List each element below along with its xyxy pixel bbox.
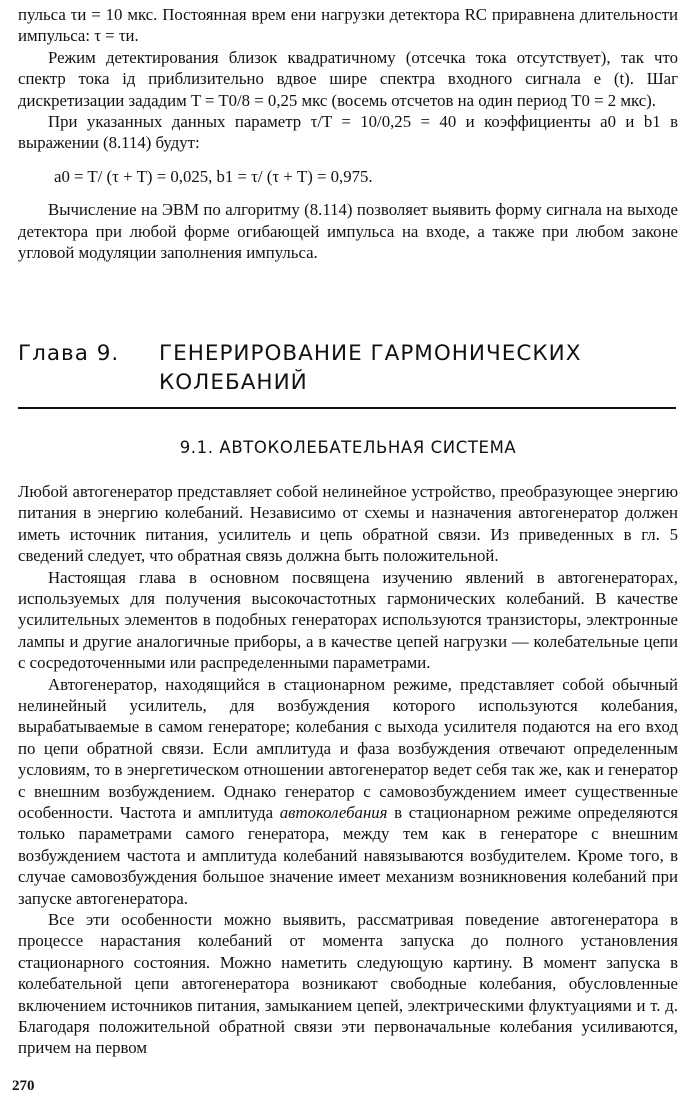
paragraph-body-2: Настоящая глава в основном посвящена изучению явлений в автогенераторах, используемых для получения высокочастотных гармонических колебаний. В качестве усилительных элементов в подобных генераторах используются транзисторы, электронные лампы и другие аналогичные приборы, а в качестве цепей нагрузки — колебательные цепи с сосредоточенными или распределенными параметрами. [18,567,678,673]
chapter-rule [18,407,676,409]
section-title: 9.1. АВТОКОЛЕБАТЕЛЬНАЯ СИСТЕМА [179,438,517,458]
emphasis-term: автоколебания [279,802,388,822]
paragraph-top-4: Вычисление на ЭВМ по алгоритму (8.114) позволяет выявить форму сигнала на выходе детектора при любой форме огибающей импульса на входе, а также при любом законе угловой модуляции заполнения импульса. [18,200,678,263]
paragraph-body-1: Любой автогенератор представляет собой нелинейное устройство, преобразующее энергию питания в энергию колебаний. Независимо от схемы и назначения автогенератор должен иметь источник питания, усилитель и цепь обратной связи. Из приведенных в гл. 5 сведений следует, что обратная связь должна быть положительной. [18,481,678,566]
paragraph-body-3-part-b: в стационарном режиме определяются только параметрами самого генератора, между тем как в генераторе с внешним возбуждением частота и амплитуда колебаний навязываются возбудителем. Кроме того, в случае самовозбуждения большое значение имеет механизм возникновения колебаний при запуске автогенератора. [18,802,678,908]
chapter-label: Глава 9. [18,341,120,367]
chapter-title: ГЕНЕРИРОВАНИЕ ГАРМОНИЧЕСКИХ КОЛЕБАНИЙ [159,341,582,396]
paragraph-top-3: При указанных данных параметр τ/T = 10/0,25 = 40 и коэффициенты a0 и b1 в выражении (8.114) будут: [18,112,678,153]
paragraph-top-1: пульса τи = 10 мкс. Постоянная врем ени нагрузки детектора RC приравнена длительности импульса: τ = τи. [18,5,678,46]
chapter-heading [18,339,678,397]
paragraph-body-4: Все эти особенности можно выявить, рассматривая поведение автогенератора в процессе нарастания колебаний от момента запуска до полного установления стационарного состояния. Можно наметить следующую картину. В момент запуска в колебательной цепи автогенератора возникают свободные колебания, обусловленные включением источников питания, замыканием цепей, электрическими флуктуациями и т. д. Благодаря положительной обратной связи эти первоначальные колебания усиливаются, причем на первом [18,910,678,1058]
paragraph-top-2: Режим детектирования близок квадратичному (отсечка тока отсутствует), так что спектр тока iд приблизительно вдвое шире спектра входного сигнала e (t). Шаг дискретизации зададим T = T0/8 = 0,25 мкс (восемь отсчетов на один период T0 = 2 мкс). [18,47,678,110]
paragraph-body-3-part-a: Автогенератор, находящийся в стационарном режиме, представляет собой обычный нелинейный усилитель, для возбуждения которого используются колебания, вырабатываемые в самом генераторе; колебания с выхода усилителя подаются на его вход по цепи обратной связи. Если амплитуда и фаза возбуждения отвечают определенным условиям, то в энергетическом отношении автогенератор ведет себя так же, как и генератор с внешним возбуждением. Однако генератор с самовозбуждением имеет существенные особенности. Частота и амплитуда [18,674,678,822]
paragraph-body-3 [18,674,678,909]
formula-coefficients: a0 = T/ (τ + T) = 0,025, b1 = τ/ (τ + T) = 0,975. [54,166,373,186]
page-number: 270 [12,1078,35,1094]
